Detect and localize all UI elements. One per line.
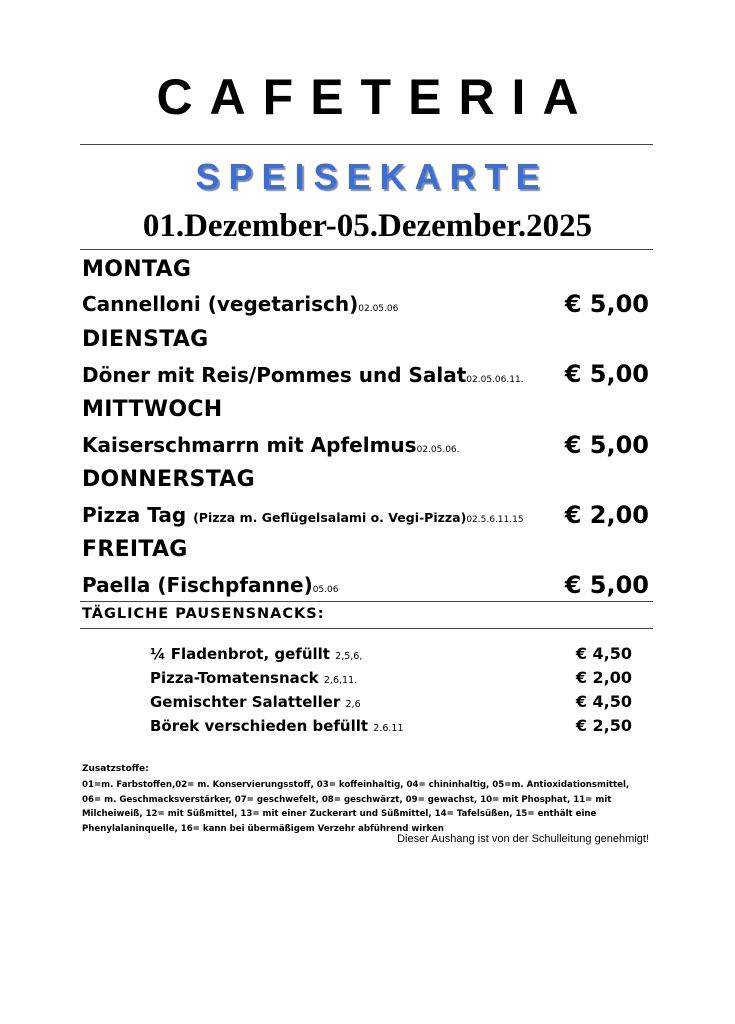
dish-detail: (Pizza m. Geflügelsalami o. Vegi-Pizza) [193, 510, 467, 525]
price-tuesday: € 5,00 [564, 360, 649, 388]
day-heading-friday: FREITAG [82, 537, 188, 562]
divider [80, 601, 653, 602]
day-heading-wednesday: MITTWOCH [82, 397, 223, 422]
dish-wednesday [82, 433, 460, 457]
additive-codes: 2.6.11 [373, 723, 404, 734]
dish-monday [82, 292, 398, 316]
menu-subtitle: SPEISEKARTE [195, 156, 549, 197]
divider [80, 249, 653, 250]
price-friday: € 5,00 [564, 571, 649, 599]
dish-name: Paella (Fischpfanne) [82, 573, 313, 597]
day-heading-monday: MONTAG [82, 257, 192, 282]
snack-item [150, 693, 361, 711]
dish-thursday [82, 503, 524, 527]
dish-tuesday [82, 363, 524, 387]
price-monday: € 5,00 [564, 290, 649, 318]
additive-codes: 2,6 [345, 699, 361, 710]
snack-name: Gemischter Salatteller [150, 693, 346, 711]
day-heading-tuesday: DIENSTAG [82, 327, 209, 352]
snack-price: € 4,50 [575, 644, 632, 663]
additives-title: Zusatzstoffe: [82, 764, 149, 774]
snack-item [150, 717, 404, 735]
snack-name: ¼ Fladenbrot, gefüllt [150, 645, 336, 663]
divider [80, 144, 653, 145]
snack-item [150, 669, 357, 687]
approval-note: Dieser Aushang ist von der Schulleitung genehmigt! [397, 833, 649, 845]
snack-item [150, 645, 362, 663]
additive-codes: 02.05.06.11. [466, 375, 524, 385]
day-heading-thursday: DONNERSTAG [82, 467, 255, 492]
page-title: CAFETERIA [156, 69, 596, 125]
price-wednesday: € 5,00 [564, 431, 649, 459]
dish-name: Kaiserschmarrn mit Apfelmus [82, 433, 417, 457]
additive-codes: 02.05.06 [358, 304, 399, 314]
date-range: 01.Dezember-05.Dezember.2025 [142, 208, 593, 244]
snack-price: € 2,50 [575, 716, 632, 735]
additives-legend: 01=m. Farbstoffen,02= m. Konservierungsstoff, 03= koffeinhaltig, 04= chininhaltig, 05=m. Antioxidationsmittel, 06= m. Geschmacksverstärker, 07= geschwefelt, 08= geschwärzt, 09= gewachst, 10= mit Phosphat, 11= mit Milcheiweiß, 12= mit Süßmittel, 13= mit einer Zuckerart und Süßmittel, 14= Tafelsüßen, 15= enthält eine Phenylalaninquelle, 16= kann bei übermäßigem Verzehr abführend wirken [82, 780, 630, 834]
snack-name: Börek verschieden befüllt [150, 717, 374, 735]
snack-price: € 2,00 [575, 668, 632, 687]
dish-name: Döner mit Reis/Pommes und Salat [82, 363, 467, 387]
dish-name: Cannelloni (vegetarisch) [82, 292, 359, 316]
snack-price: € 4,50 [575, 692, 632, 711]
snacks-heading: TÄGLICHE PAUSENSNACKS: [82, 606, 325, 622]
snack-name: Pizza-Tomatensnack [150, 669, 324, 687]
price-thursday: € 2,00 [564, 501, 649, 529]
additive-codes: 02.05.06. [416, 445, 460, 455]
dish-name: Pizza Tag [82, 503, 194, 527]
additive-codes: 02.5.6.11.15 [466, 515, 524, 525]
additive-codes: 2,5,6, [335, 651, 363, 662]
additive-codes: 2,6,11. [323, 675, 358, 686]
dish-friday [82, 573, 338, 597]
divider [80, 628, 653, 629]
additive-codes: 05.06 [312, 585, 339, 595]
